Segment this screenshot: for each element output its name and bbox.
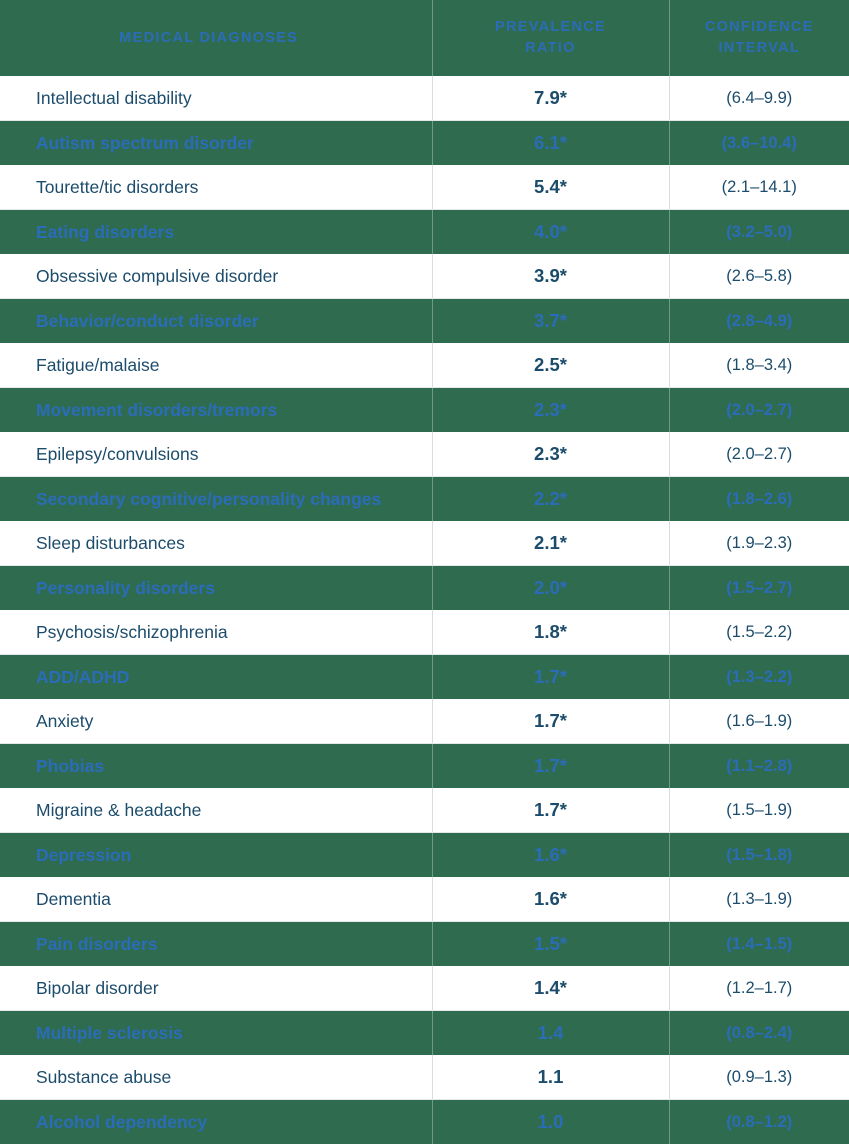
column-header-confidence-interval-line1: CONFIDENCE [705, 19, 814, 35]
cell-confidence-interval: (1.8–3.4) [669, 343, 849, 388]
cell-prevalence-ratio: 1.1 [432, 1055, 669, 1100]
cell-prevalence-ratio: 3.9* [432, 254, 669, 299]
table-row [0, 1055, 849, 1100]
cell-confidence-interval: (1.4–1.5) [669, 922, 849, 967]
table-row [0, 210, 849, 255]
cell-prevalence-ratio: 5.4* [432, 165, 669, 210]
column-header-confidence-interval-line2: INTERVAL [718, 40, 800, 56]
table-row [0, 121, 849, 166]
column-header-prevalence-ratio-line2: RATIO [525, 40, 576, 56]
cell-confidence-interval: (1.2–1.7) [669, 966, 849, 1011]
table-row [0, 788, 849, 833]
cell-diagnosis-name: Anxiety [0, 699, 432, 744]
cell-prevalence-ratio: 6.1* [432, 121, 669, 166]
table-row [0, 165, 849, 210]
cell-diagnosis-name: Fatigue/malaise [0, 343, 432, 388]
cell-confidence-interval: (6.4–9.9) [669, 76, 849, 121]
cell-diagnosis-name: Migraine & headache [0, 788, 432, 833]
cell-confidence-interval: (2.0–2.7) [669, 432, 849, 477]
table-row [0, 1011, 849, 1056]
cell-prevalence-ratio: 1.4 [432, 1011, 669, 1056]
cell-diagnosis-name: Depression [0, 833, 432, 878]
cell-prevalence-ratio: 2.3* [432, 388, 669, 433]
cell-diagnosis-name: Sleep disturbances [0, 521, 432, 566]
column-header-prevalence-ratio-line1: PREVALENCE [495, 19, 606, 35]
cell-confidence-interval: (2.8–4.9) [669, 299, 849, 344]
cell-prevalence-ratio: 1.5* [432, 922, 669, 967]
cell-prevalence-ratio: 2.2* [432, 477, 669, 522]
table-row [0, 388, 849, 433]
cell-diagnosis-name: Obsessive compulsive disorder [0, 254, 432, 299]
cell-prevalence-ratio: 1.6* [432, 877, 669, 922]
column-header-prevalence-ratio [432, 0, 669, 76]
table-row [0, 655, 849, 700]
cell-confidence-interval: (1.6–1.9) [669, 699, 849, 744]
cell-diagnosis-name: Personality disorders [0, 566, 432, 611]
cell-confidence-interval: (1.5–1.8) [669, 833, 849, 878]
table-row [0, 254, 849, 299]
table-row [0, 477, 849, 522]
cell-diagnosis-name: Movement disorders/tremors [0, 388, 432, 433]
cell-confidence-interval: (1.8–2.6) [669, 477, 849, 522]
cell-prevalence-ratio: 1.0 [432, 1100, 669, 1144]
cell-prevalence-ratio: 2.3* [432, 432, 669, 477]
table-row [0, 610, 849, 655]
cell-diagnosis-name: Phobias [0, 744, 432, 789]
cell-prevalence-ratio: 2.1* [432, 521, 669, 566]
cell-confidence-interval: (1.3–1.9) [669, 877, 849, 922]
cell-prevalence-ratio: 1.8* [432, 610, 669, 655]
cell-prevalence-ratio: 1.7* [432, 744, 669, 789]
table-row [0, 521, 849, 566]
cell-prevalence-ratio: 3.7* [432, 299, 669, 344]
cell-diagnosis-name: Psychosis/schizophrenia [0, 610, 432, 655]
table-row [0, 922, 849, 967]
cell-confidence-interval: (1.5–2.2) [669, 610, 849, 655]
cell-confidence-interval: (1.3–2.2) [669, 655, 849, 700]
header-row [0, 0, 849, 76]
table-row [0, 299, 849, 344]
cell-prevalence-ratio: 2.0* [432, 566, 669, 611]
cell-prevalence-ratio: 1.4* [432, 966, 669, 1011]
cell-diagnosis-name: Autism spectrum disorder [0, 121, 432, 166]
cell-confidence-interval: (2.6–5.8) [669, 254, 849, 299]
cell-confidence-interval: (0.9–1.3) [669, 1055, 849, 1100]
table-row [0, 566, 849, 611]
cell-confidence-interval: (3.2–5.0) [669, 210, 849, 255]
cell-diagnosis-name: Behavior/conduct disorder [0, 299, 432, 344]
column-header-diagnoses: MEDICAL DIAGNOSES [0, 0, 432, 76]
cell-confidence-interval: (1.9–2.3) [669, 521, 849, 566]
cell-confidence-interval: (1.1–2.8) [669, 744, 849, 789]
cell-prevalence-ratio: 1.6* [432, 833, 669, 878]
table-row [0, 966, 849, 1011]
cell-diagnosis-name: Eating disorders [0, 210, 432, 255]
cell-diagnosis-name: Pain disorders [0, 922, 432, 967]
column-header-confidence-interval [669, 0, 849, 76]
cell-confidence-interval: (1.5–2.7) [669, 566, 849, 611]
cell-diagnosis-name: Bipolar disorder [0, 966, 432, 1011]
table-row [0, 877, 849, 922]
cell-prevalence-ratio: 1.7* [432, 788, 669, 833]
cell-prevalence-ratio: 1.7* [432, 655, 669, 700]
cell-prevalence-ratio: 2.5* [432, 343, 669, 388]
cell-confidence-interval: (3.6–10.4) [669, 121, 849, 166]
cell-prevalence-ratio: 7.9* [432, 76, 669, 121]
table-row [0, 1100, 849, 1144]
table-row [0, 744, 849, 789]
cell-confidence-interval: (2.0–2.7) [669, 388, 849, 433]
table-row [0, 833, 849, 878]
cell-diagnosis-name: Intellectual disability [0, 76, 432, 121]
table-row [0, 432, 849, 477]
cell-confidence-interval: (2.1–14.1) [669, 165, 849, 210]
cell-confidence-interval: (0.8–1.2) [669, 1100, 849, 1144]
cell-diagnosis-name: Tourette/tic disorders [0, 165, 432, 210]
table-header [0, 0, 849, 76]
cell-diagnosis-name: Multiple sclerosis [0, 1011, 432, 1056]
table-row [0, 343, 849, 388]
cell-diagnosis-name: Secondary cognitive/personality changes [0, 477, 432, 522]
table-row [0, 699, 849, 744]
cell-diagnosis-name: Substance abuse [0, 1055, 432, 1100]
table-body [0, 76, 849, 1144]
cell-diagnosis-name: Epilepsy/convulsions [0, 432, 432, 477]
cell-prevalence-ratio: 4.0* [432, 210, 669, 255]
cell-prevalence-ratio: 1.7* [432, 699, 669, 744]
cell-confidence-interval: (1.5–1.9) [669, 788, 849, 833]
cell-confidence-interval: (0.8–2.4) [669, 1011, 849, 1056]
cell-diagnosis-name: Alcohol dependency [0, 1100, 432, 1144]
cell-diagnosis-name: Dementia [0, 877, 432, 922]
cell-diagnosis-name: ADD/ADHD [0, 655, 432, 700]
table-row [0, 76, 849, 121]
